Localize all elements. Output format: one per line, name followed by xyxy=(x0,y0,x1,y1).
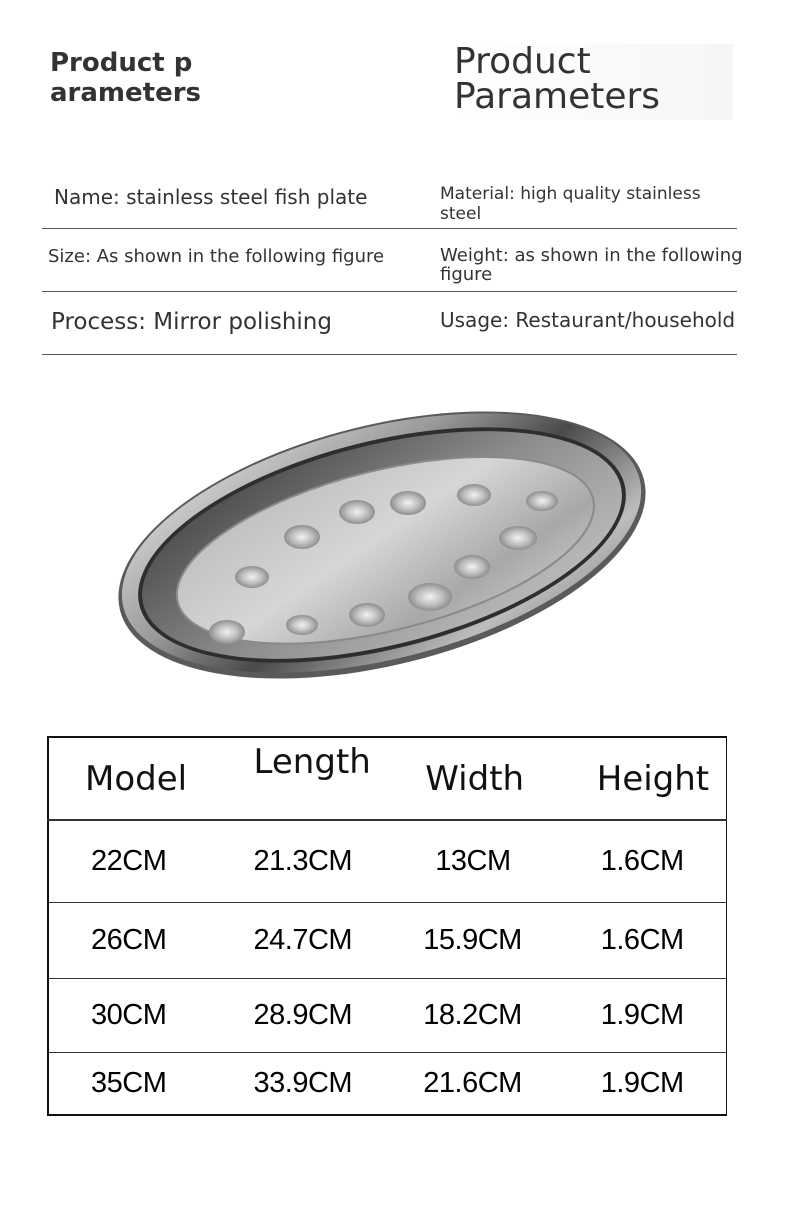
cell-length: 24.7CM xyxy=(214,903,386,979)
table-row xyxy=(48,820,727,903)
cell-model: 35CM xyxy=(91,1067,167,1099)
param-weight: Weight: as shown in the following figure xyxy=(440,245,743,285)
table-row xyxy=(48,1053,727,1116)
page-title-right-text: Product Parameters xyxy=(454,41,661,117)
cell-width: 18.2CM xyxy=(385,979,556,1053)
table-header-row xyxy=(48,737,727,820)
param-usage: Usage: Restaurant/household xyxy=(440,308,736,332)
cell-model: 30CM xyxy=(48,979,214,1053)
product-photo-fish-plate xyxy=(112,385,672,705)
cell-width: 15.9CM xyxy=(385,903,556,979)
table-row xyxy=(48,979,727,1053)
cell-height: 1.6CM xyxy=(557,820,727,903)
cell-length: 21.3CM xyxy=(214,820,386,903)
page-title-right xyxy=(448,41,733,120)
parameter-list xyxy=(42,165,743,355)
header-model: Model xyxy=(48,737,214,820)
cell-height: 1.6CM xyxy=(557,903,727,979)
param-row-1 xyxy=(42,165,737,229)
cell-height: 1.9CM xyxy=(600,1067,684,1099)
param-process: Process: Mirror polishing xyxy=(51,309,332,335)
cell-length: 28.9CM xyxy=(214,979,386,1053)
header-length: Length xyxy=(214,737,386,820)
cell-length: 33.9CM xyxy=(253,1067,353,1099)
cell-width: 21.6CM xyxy=(423,1067,522,1099)
table-row xyxy=(48,903,727,979)
param-row-2 xyxy=(42,229,743,292)
param-name: Name: stainless steel fish plate xyxy=(54,185,368,209)
param-size: Size: As shown in the following figure xyxy=(48,246,385,267)
fish-plate-illustration xyxy=(112,385,672,705)
cell-model: 22CM xyxy=(48,820,214,903)
cell-model: 26CM xyxy=(48,903,214,979)
header-width: Width xyxy=(385,737,556,820)
header-height: Height xyxy=(557,737,727,820)
param-row-3 xyxy=(42,292,737,355)
cell-height: 1.9CM xyxy=(557,979,727,1053)
size-table xyxy=(47,736,727,1116)
cell-width: 13CM xyxy=(385,820,556,903)
param-material: Material: high quality stainless steel xyxy=(440,184,701,224)
page-title-left: Product p arameters xyxy=(50,48,201,108)
